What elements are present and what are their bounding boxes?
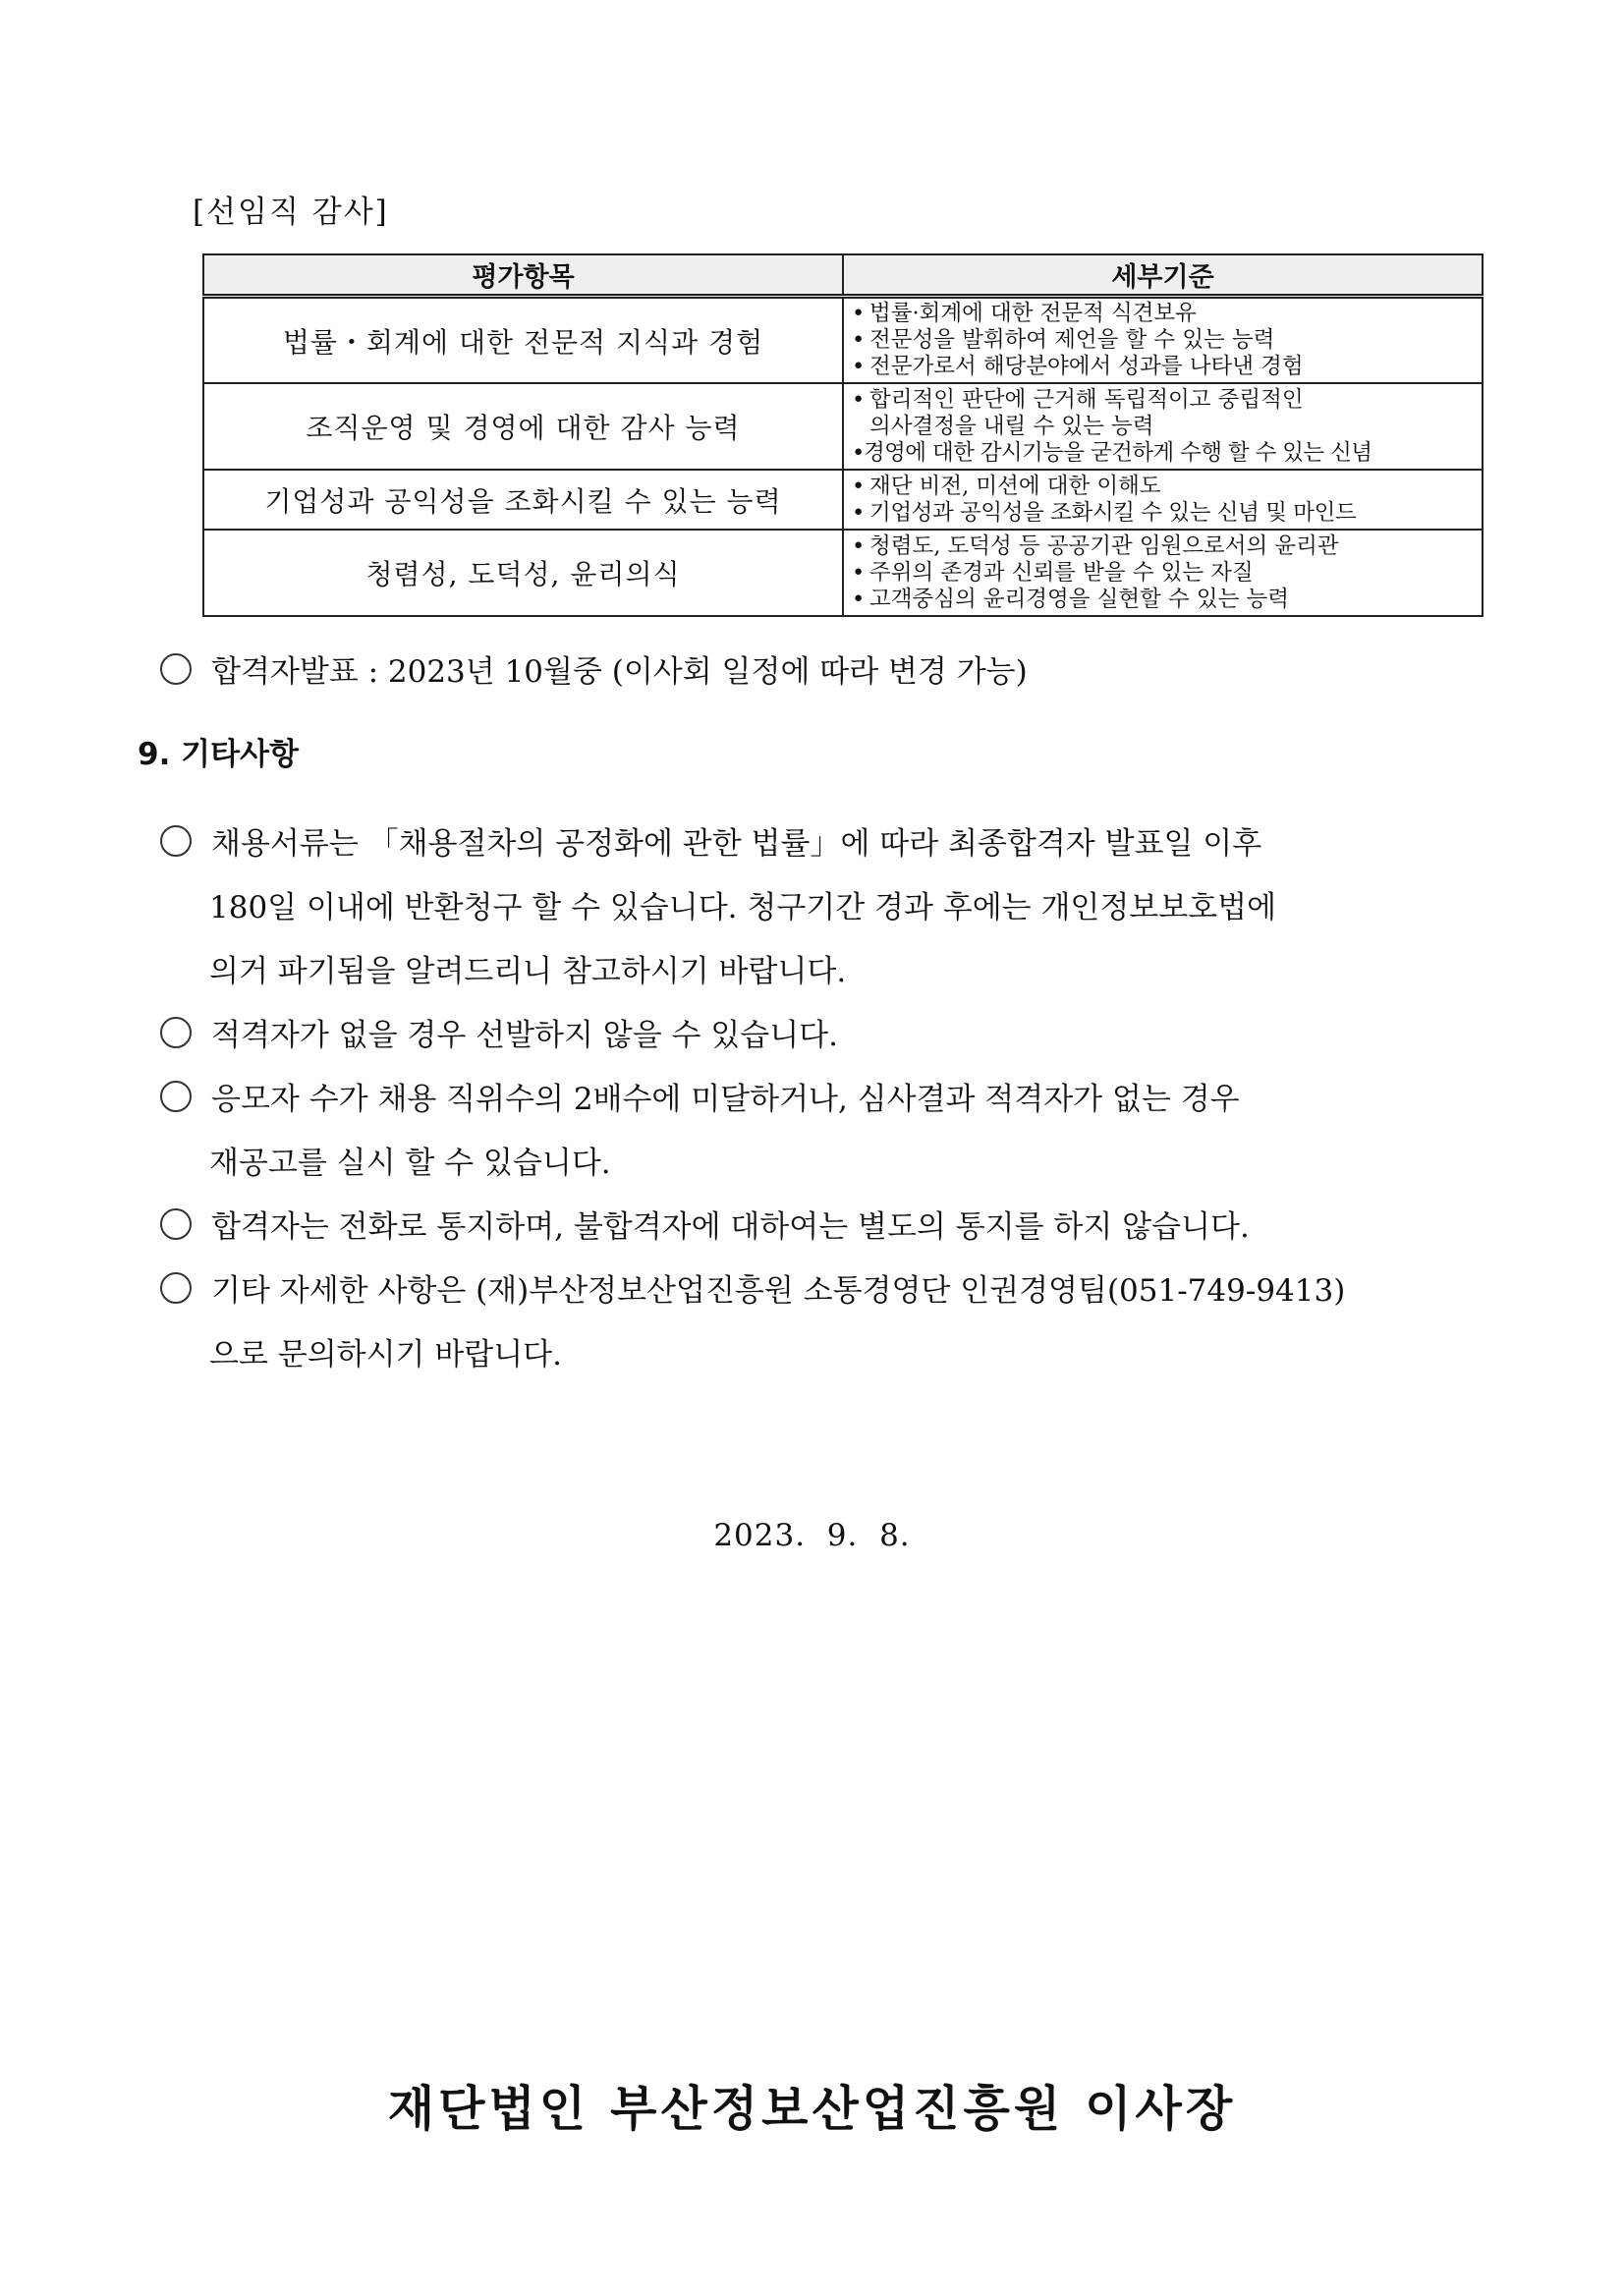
- signer-title: 재단법인 부산정보산업진흥원 이사장: [387, 2081, 1237, 2137]
- detail-line: • 주위의 존경과 신뢰를 받을 수 있는 자질: [852, 559, 1254, 586]
- table-row: [203, 470, 1483, 530]
- circle-bullet-icon: [160, 1017, 192, 1048]
- header-detail-criteria: 세부기준: [843, 254, 1483, 297]
- notice-text: 적격자가 없을 경우 선발하지 않을 수 있습니다.: [211, 1018, 838, 1053]
- notice-text-continued: 재공고를 실시 할 수 있습니다.: [209, 1146, 611, 1181]
- bullet-icon: •: [852, 327, 866, 353]
- circle-bullet-icon: [160, 825, 192, 857]
- notice-text: 합격자는 전화로 통지하며, 불합격자에 대하여는 별도의 통지를 하지 않습니다.: [211, 1209, 1250, 1245]
- table-row: [203, 297, 1483, 384]
- detail-line: • 전문성을 발휘하여 제언을 할 수 있는 능력: [852, 327, 1275, 353]
- evaluation-item: 청렴성, 도덕성, 윤리의식: [203, 530, 843, 616]
- detail-line-continued: 의사결정을 내릴 수 있는 능력: [869, 413, 1154, 439]
- section-label: [선임직 감사]: [193, 195, 389, 230]
- evaluation-item: 법률・회계에 대한 전문적 지식과 경험: [203, 297, 843, 384]
- detail-criteria: [843, 470, 1483, 530]
- bullet-icon: •: [852, 354, 866, 379]
- notice-text: 채용서류는 「채용절차의 공정화에 관한 법률」에 따라 최종합격자 발표일 이후: [211, 826, 1262, 862]
- announcement-line: [160, 646, 1028, 691]
- header-evaluation-item: 평가항목: [203, 254, 843, 297]
- detail-line: •경영에 대한 감시기능을 굳건하게 수행 할 수 있는 신념: [852, 439, 1372, 466]
- evaluation-criteria-table: [202, 253, 1484, 617]
- bullet-icon: •: [852, 586, 866, 612]
- notice-text-continued: 의거 파기됨을 알려드리니 참고하시기 바랍니다.: [209, 954, 847, 989]
- detail-criteria: [843, 383, 1483, 470]
- notice-item: [160, 1004, 1491, 1068]
- circle-bullet-icon: [160, 1272, 192, 1304]
- detail-line: • 재단 비전, 미션에 대한 이해도: [852, 473, 1161, 499]
- notice-item: [160, 1260, 1491, 1387]
- notice-text-continued: 으로 문의하시기 바랍니다.: [209, 1337, 562, 1372]
- notice-text: 응모자 수가 채용 직위수의 2배수에 미달하거나, 심사결과 적격자가 없는 경우: [211, 1082, 1240, 1117]
- notice-item: [160, 1196, 1491, 1260]
- detail-line: • 전문가로서 해당분야에서 성과를 나타낸 경험: [852, 354, 1304, 379]
- detail-line: • 기업성과 공익성을 조화시킬 수 있는 신념 및 마인드: [852, 499, 1357, 526]
- detail-line: • 합리적인 판단에 근거해 독립적이고 중립적인: [852, 386, 1304, 413]
- bullet-icon: •: [852, 473, 866, 499]
- detail-line: • 고객중심의 윤리경영을 실현할 수 있는 능력: [852, 586, 1289, 612]
- section-heading: 9. 기타사항: [138, 737, 299, 772]
- notice-text-continued: 180일 이내에 반환청구 할 수 있습니다. 청구기간 경과 후에는 개인정보보호법에: [209, 890, 1277, 925]
- circle-bullet-icon: [160, 1081, 192, 1112]
- announcement-text: 합격자발표 : 2023년 10월중 (이사회 일정에 따라 변경 가능): [211, 654, 1028, 690]
- detail-line: • 법률·회계에 대한 전문적 식견보유: [852, 301, 1197, 326]
- notice-item: [160, 1068, 1491, 1196]
- table-header-row: [203, 254, 1483, 297]
- table-row: [203, 383, 1483, 470]
- notice-item: [160, 812, 1491, 1004]
- evaluation-item: 조직운영 및 경영에 대한 감사 능력: [203, 383, 843, 470]
- bullet-icon: •: [852, 386, 866, 413]
- circle-bullet-icon: [160, 653, 192, 685]
- bullet-icon: •: [852, 499, 865, 526]
- bullet-icon: •: [852, 532, 866, 559]
- table-row: [203, 530, 1483, 616]
- evaluation-item: 기업성과 공익성을 조화시킬 수 있는 능력: [203, 470, 843, 530]
- detail-line: • 청렴도, 도덕성 등 공공기관 임원으로서의 윤리관: [852, 532, 1339, 559]
- circle-bullet-icon: [160, 1208, 192, 1240]
- notice-text: 기타 자세한 사항은 (재)부산정보산업진흥원 소통경영단 인권경영팀(051-749-9413): [211, 1273, 1346, 1309]
- document-date: 2023. 9. 8.: [713, 1518, 911, 1553]
- bullet-icon: •: [852, 559, 866, 586]
- detail-criteria: [843, 530, 1483, 616]
- bullet-icon: •: [852, 301, 866, 326]
- bullet-icon: •: [852, 439, 865, 466]
- detail-criteria: [843, 297, 1483, 384]
